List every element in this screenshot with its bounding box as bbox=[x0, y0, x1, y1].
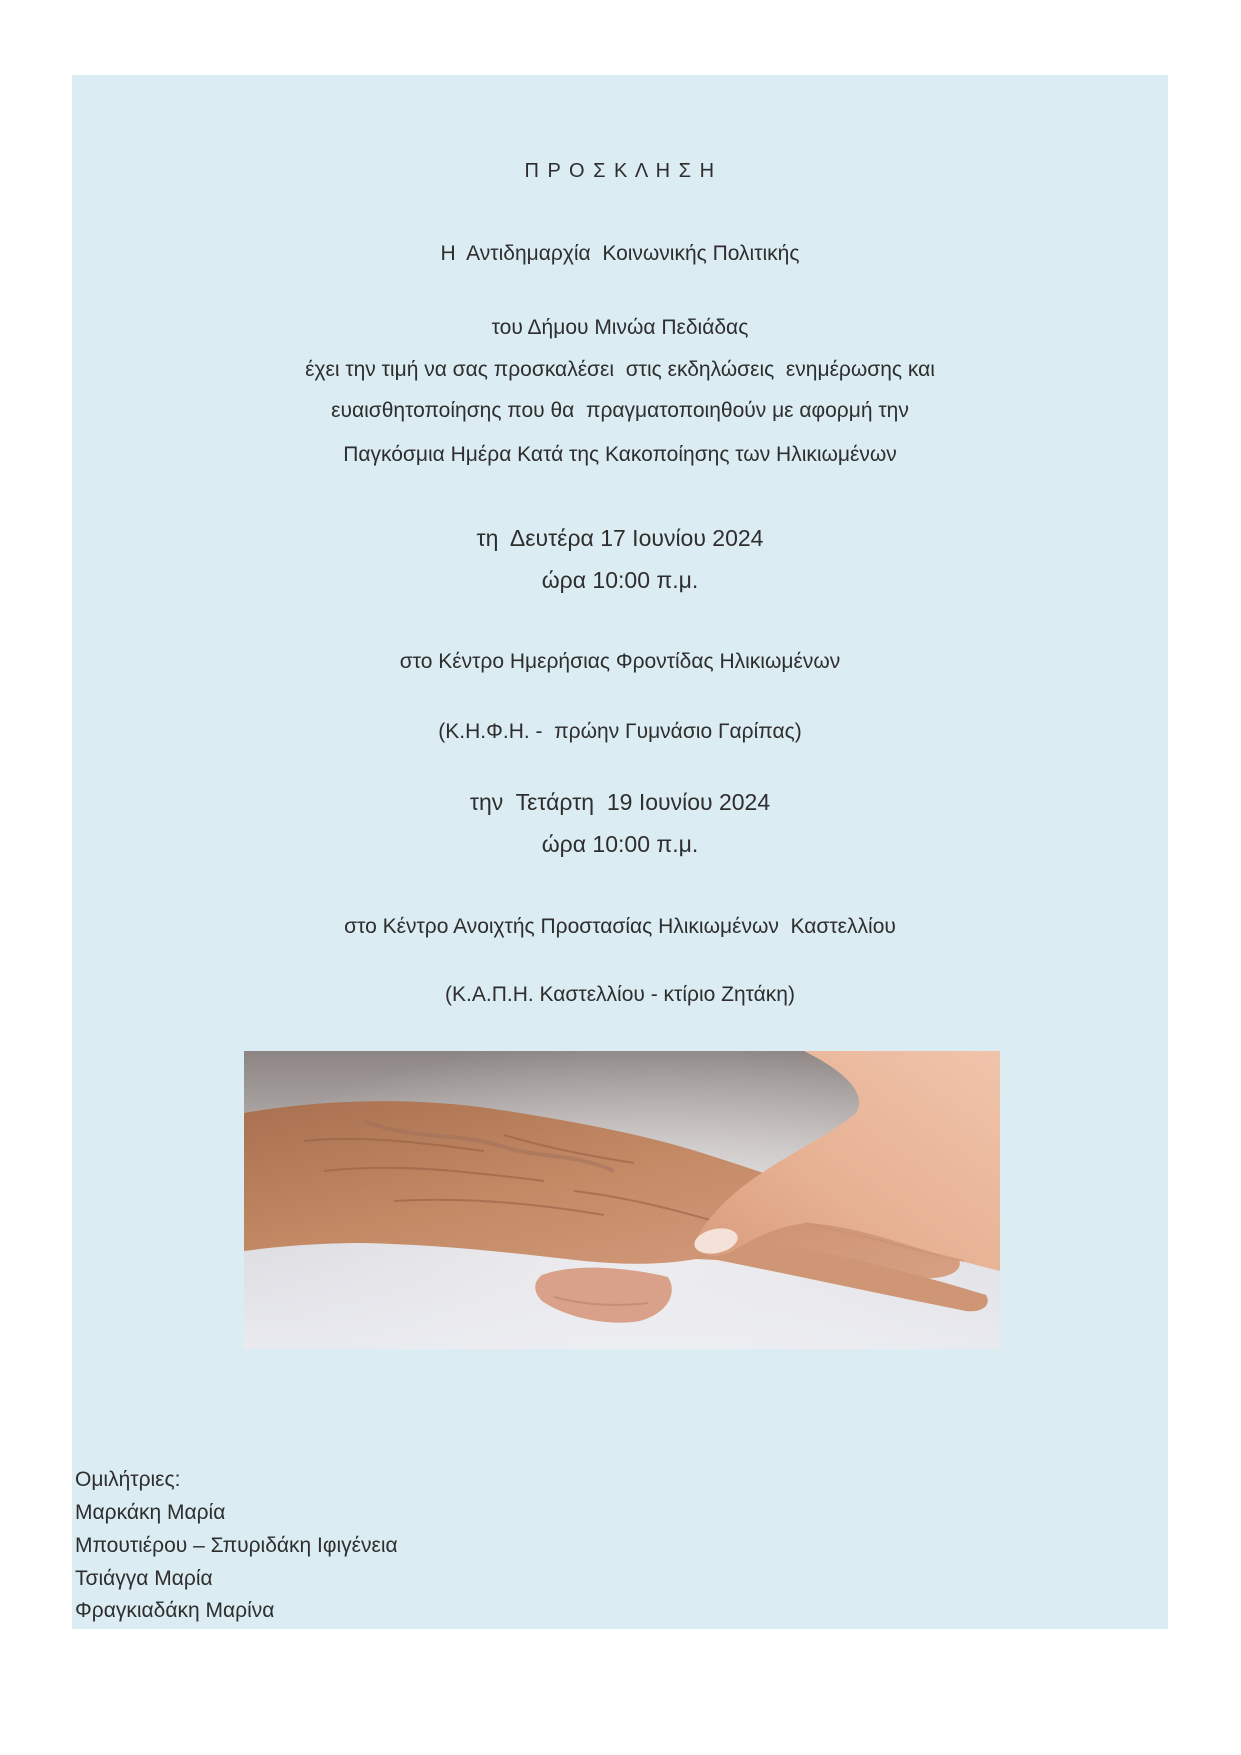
body-line-2: ευαισθητοποίησης που θα πραγματοποιηθούν με αφορμή την bbox=[331, 399, 909, 422]
event-2-venue-detail: (Κ.Α.Π.Η. Καστελλίου - κτίριο Ζητάκη) bbox=[445, 983, 795, 1006]
municipality-line: του Δήμου Μινώα Πεδιάδας bbox=[491, 316, 749, 339]
event-1-venue-detail: (Κ.Η.Φ.Η. - πρώην Γυμνάσιο Γαρίπας) bbox=[438, 720, 802, 743]
speaker-name-3: Τσιάγγα Μαρία bbox=[75, 1567, 213, 1590]
event-2-venue: στο Κέντρο Ανοιχτής Προστασίας Ηλικιωμένων Καστελλίου bbox=[344, 915, 896, 938]
event-2-date: την Τετάρτη 19 Ιουνίου 2024 bbox=[469, 789, 771, 815]
speaker-name-4: Φραγκιαδάκη Μαρίνα bbox=[75, 1599, 275, 1622]
organizer-line: Η Αντιδημαρχία Κοινωνικής Πολιτικής bbox=[440, 242, 800, 265]
speaker-name-1: Μαρκάκη Μαρία bbox=[75, 1501, 226, 1524]
hands-photo bbox=[244, 1051, 1000, 1349]
invitation-title: Π Ρ Ο Σ Κ Λ Η Σ Η bbox=[524, 160, 716, 182]
event-1-date: τη Δευτέρα 17 Ιουνίου 2024 bbox=[476, 525, 764, 551]
hands-illustration bbox=[244, 1051, 1000, 1349]
event-2-time: ώρα 10:00 π.μ. bbox=[541, 831, 699, 857]
body-line-3: Παγκόσμια Ημέρα Κατά της Κακοποίησης των Ηλικιωμένων bbox=[343, 443, 897, 466]
event-1-venue: στο Κέντρο Ημερήσιας Φροντίδας Ηλικιωμένων bbox=[399, 650, 841, 673]
body-line-1: έχει την τιμή να σας προσκαλέσει στις εκδηλώσεις ενημέρωσης και bbox=[305, 358, 935, 381]
speakers-heading: Ομιλήτριες: bbox=[75, 1468, 181, 1491]
speaker-name-2: Μπουτιέρου – Σπυριδάκη Ιφιγένεια bbox=[75, 1534, 398, 1557]
event-1-time: ώρα 10:00 π.μ. bbox=[541, 567, 699, 593]
